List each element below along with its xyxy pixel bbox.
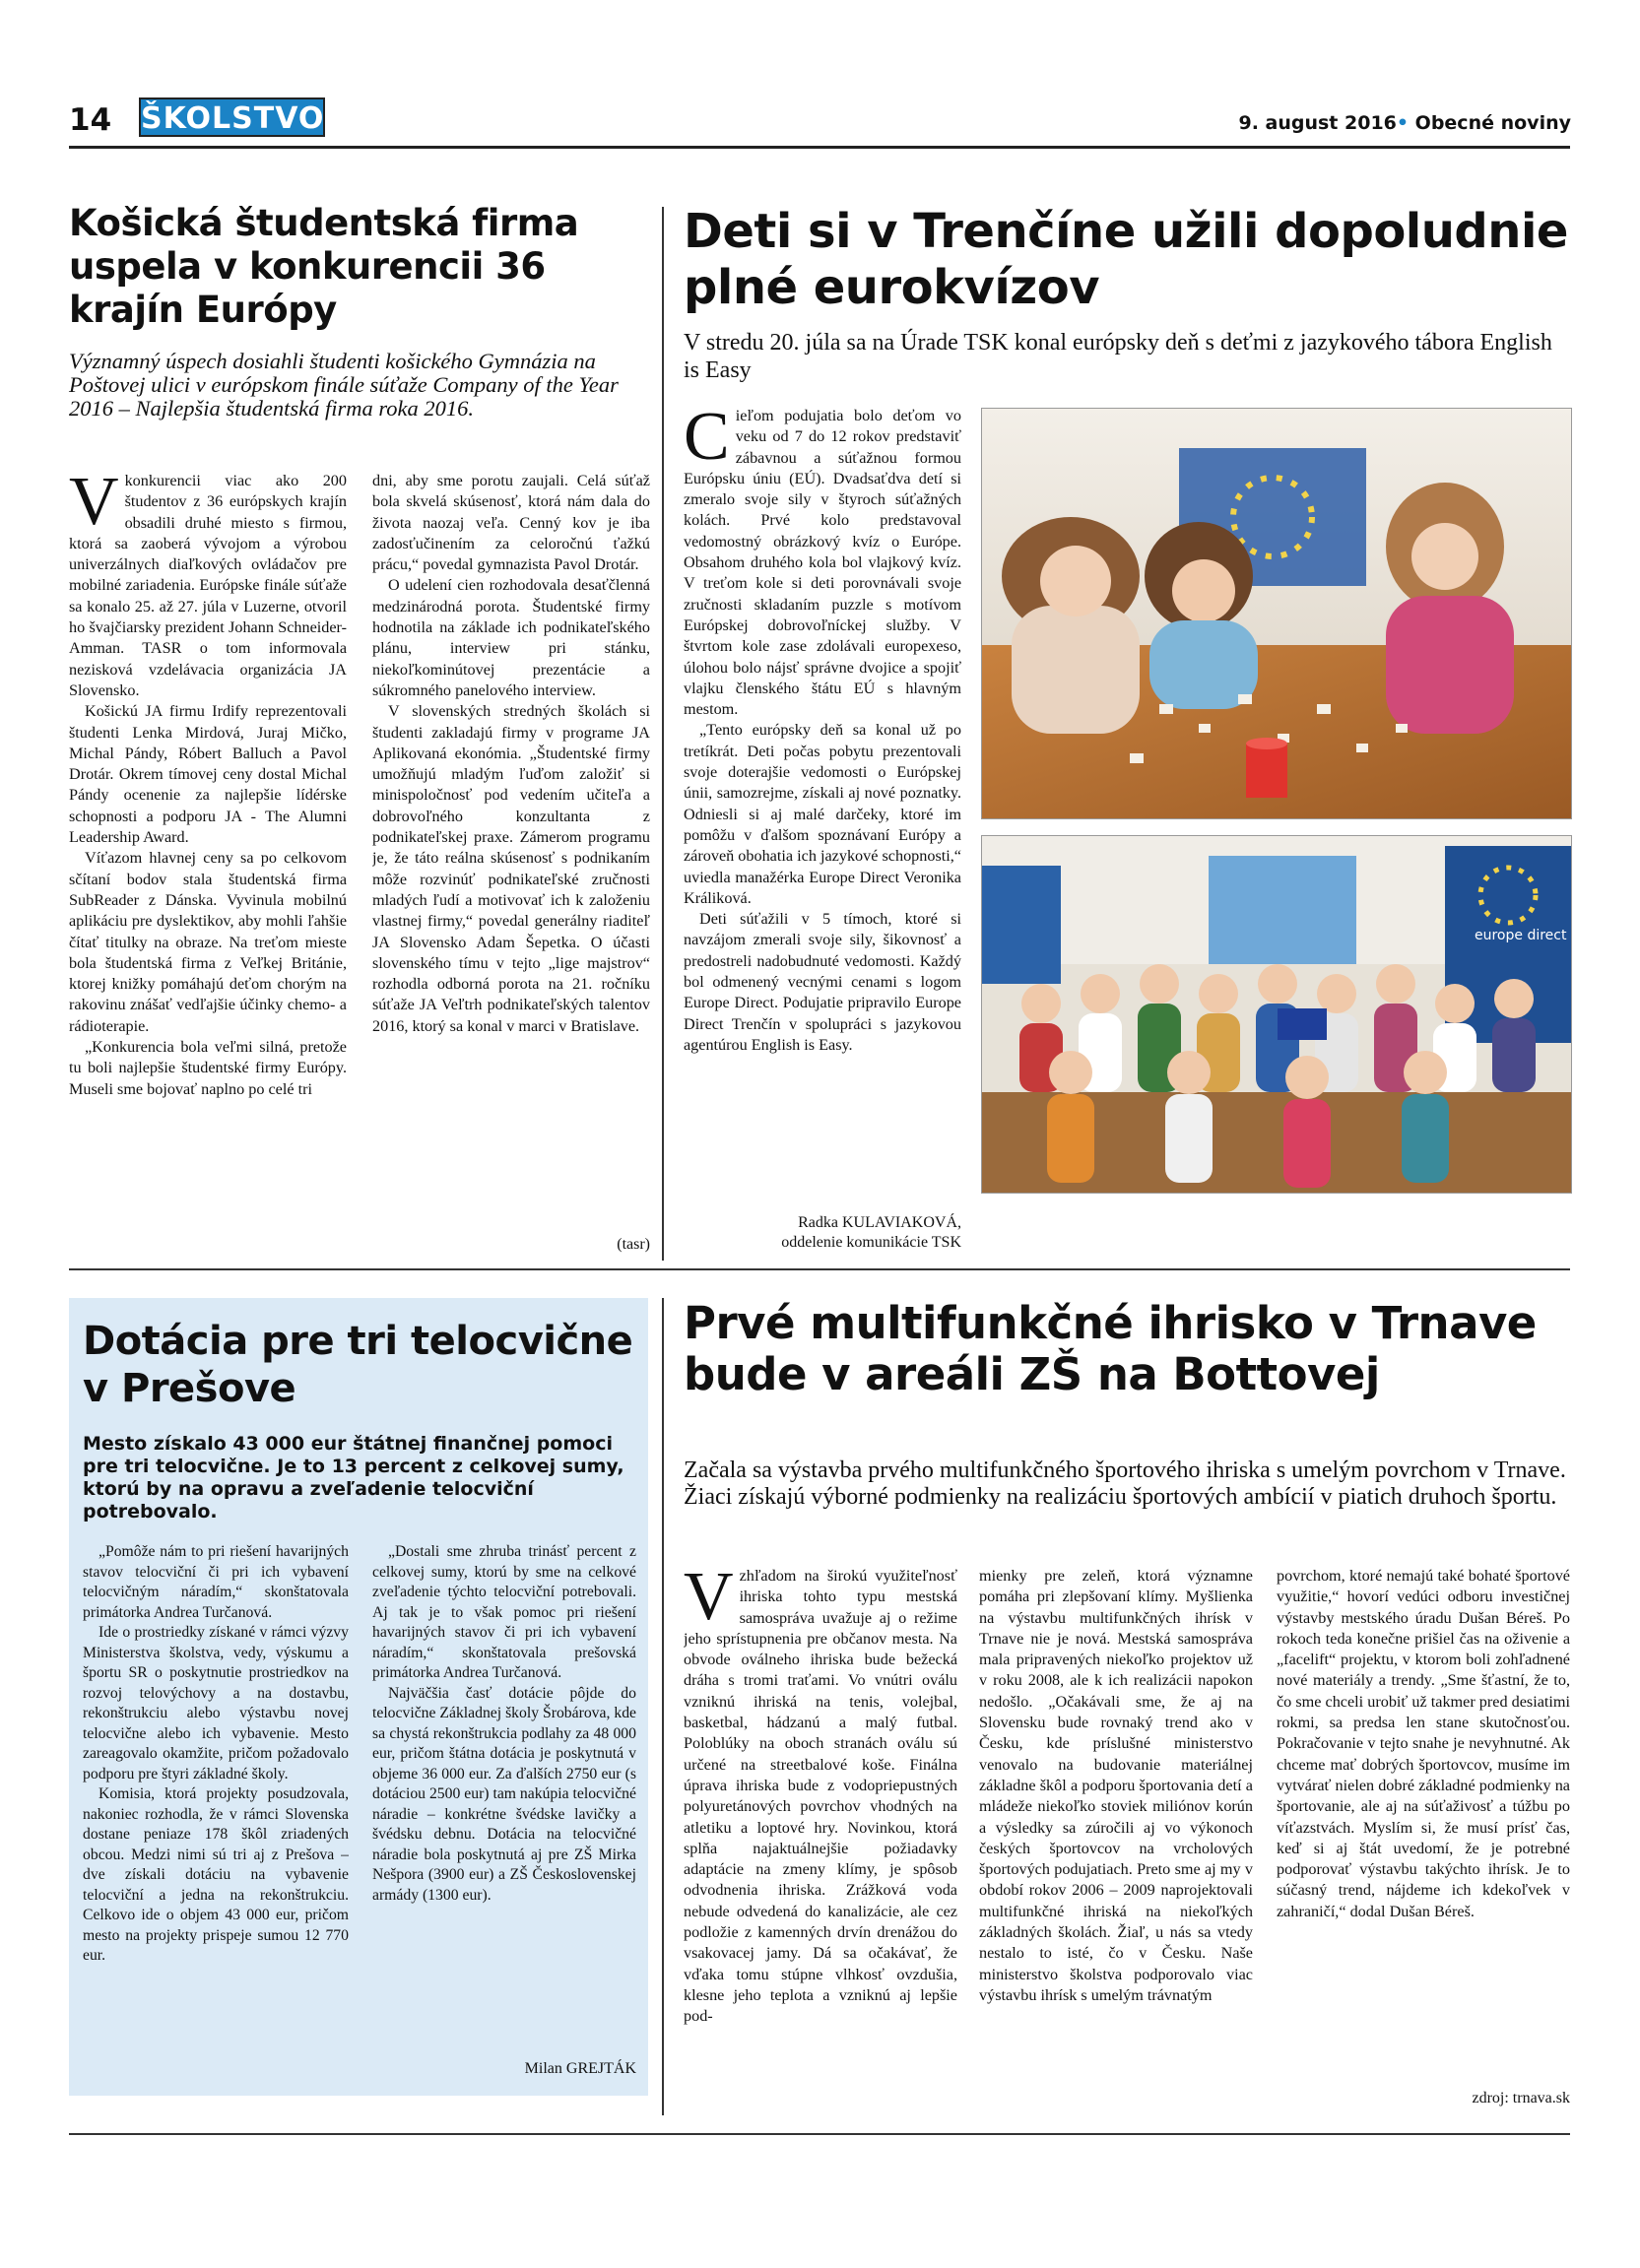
headline: Deti si v Trenčíne užili dopoludnie plné eurokvízov (684, 204, 1568, 315)
page-number: 14 (69, 102, 112, 138)
column-divider (662, 207, 664, 1261)
headline: Prvé multifunkčné ihrisko v Trnave bude v areáli ZŠ na Bottovej (684, 1297, 1537, 1400)
paragraph: zhľadom na širokú využiteľnosť ihriska tohto typu mestská samospráva uvažuje aj o režime jeho sprístupnenia pre občanov mesta. Na obvode oválneho ihriska bude bežecká dráha s tromi traťami. Vo vnútri oválu vzniknú ihriská na tenis, volejbal, basketbal, hádzanú a malý futbal. Poloblúky na oboch stranách oválu sú určené na streetbalové koše. Finálna úprava ihriska bude z vodopriepustných polyuretánových povrchov vhodných na atletiku a loptové hry. Novinkou, ktorá splňa najaktuálnejšie požiadavky adaptácie na zmeny klímy, je spôsob odvodnenia ihriska. Zrážková voda nebude odvedená do kanalizácie, ale cez podložie z kamenných drvín drenážou do vsakovacej jamy. Dá sa očakávať, že vďaka tomu stúpne vlhkosť ovzdušia, klesne jeho teplota a vzniknú aj lepšie pod- (684, 1567, 957, 2026)
lead-paragraph: V stredu 20. júla sa na Úrade TSK konal európsky deň s deťmi z jazykového tábora English is Easy (684, 330, 1552, 383)
paragraph: „Dostali sme zhruba trinásť percent z celkovej sumy, ktorú by sme na celkové zveľadenie týchto telocviční potrebovali. Aj tak je to však pomoc pri riešení havarijných stavov či pri ich vybavení náradím,“ skonštatovala prešovská primátorka Andrea Turčanová. (372, 1543, 636, 1681)
paragraph: „Tento európsky deň sa konal už po tretíkrát. Deti počas pobytu prezentovali svoje doterajšie vedomosti o Európskej únii, samozrejme, získali aj nové poznatky. Odniesli si aj malé darčeky, ktoré im pomôžu v ďalšom spoznávaní Európy a zároveň obohatia ich jazykové schopnosti,“ uviedla manažérka Europe Direct Veronika Králiková. (684, 721, 961, 907)
paragraph: konkurencii viac ako 200 študentov z 36 európskych krajín obsadili druhé miesto s firmou, ktorá sa zaoberá vývojom a výrobou univerzálnych diaľkových ovládačov pre mobilné zariadenia. Európske finále súťaže sa konalo 25. až 27. júla v Luzerne, otvoril ho švajčiarsky prezident Johann Schneider-Amman. TASR o tom informovala nezisková vzdelávacia organizácia JA Slovensko. (69, 472, 347, 699)
signature (684, 1213, 961, 1253)
paragraph: V slovenských stredných školách si študenti zakladajú firmy v programe JA Aplikovaná ekonómia. „Študentské firmy umožňujú mladým ľuďom založiť si minispoločnosť pod vedením učiteľa a dobrovoľného konzultanta z podnikateľskej praxe. Zámerom programu je, že táto reálna skúsenosť s podnikaním môže rozvinúť podnikateľské zručnosti mladých ľudí a motivovať ich k založeniu vlastnej firmy,“ povedal generálny riaditeľ JA Slovensko Adam Šepetka. O účasti slovenského tímu v tejto „lige majstrov“ rozhodla odborná porota na 21. ročníku súťaže JA Veľtrh podnikateľských talentov 2016, ktorý sa konal v marci v Bratislave. (372, 702, 650, 1035)
paragraph: „Pomôže nám to pri riešení havarijných stavov telocviční či pri ich vybavení telocvičným náradím,“ skonštatovala primátorka Andrea Turčanová. (83, 1543, 349, 1621)
column-divider (662, 1298, 664, 2115)
headline: Košická študentská firma uspela v konkurencii 36 krajín Európy (69, 202, 579, 331)
signature-name: Radka KULAVIAKOVÁ, (798, 1214, 961, 1231)
paragraph: „Konkurencia bola veľmi silná, pretože tu boli najlepšie študentské firmy Európy. Museli sme bojovať naplno po celé tri (69, 1038, 347, 1098)
photo-illustration (982, 836, 1571, 1193)
article-column (684, 406, 961, 1194)
paragraph: Košickú JA firmu Irdify reprezentovali študenti Lenka Mirdová, Juraj Mičko, Michal Pándy, Róbert Balluch a Pavol Drotár. Okrem tímovej ceny dostal Michal Pándy ocenenie za najlepšie lídérske schopnosti a podporu JA - The Alumni Leadership Award. (69, 702, 347, 847)
publication-name: Obecné noviny (1414, 112, 1571, 134)
photo-group-children (981, 835, 1572, 1194)
paragraph: O udelení cien rozhodovala desaťčlenná medzinárodná porota. Študentské firmy hodnotila na základe ich podnikateľského plánu, interview pri stánku, niekoľkominútovej prezentácie a súkromného panelového interview. (372, 576, 650, 699)
paragraph: mienky pre zeleň, ktorá významne pomáha pri zlepšovaní klímy. Myšlienka na výstavbu multifunkčných ihrísk v Trnave nie je nová. Mestská samospráva mala pripravených niekoľko projektov už v roku 2008, ale k ich realizácii napokon nedošlo. „Očakávali sme, že aj na Slovensku bude rovnaký trend ako v Česku, kde príslušné ministerstvo venovalo na budovanie materiálnej základne škôl a podporu športovania detí a mládeže niekoľko stoviek miliónov korún a výsledky sa zúročili aj vo výkonoch českých športovcov na vrcholových športových podujatiach. Preto sme aj my v období rokov 2006 – 2009 naprojektovali multifunkčné ihriská na niekoľkých základných školách. Žiaľ, u nás sa vtedy nestalo to isté, čo v Česku. Naše ministerstvo školstva podporovalo viac výstavbu ihrísk s umelým trávnatým (979, 1567, 1253, 2004)
article-column (979, 1566, 1253, 2117)
header-rule (69, 146, 1570, 149)
headline: Dotácia pre tri telocvične v Prešove (83, 1319, 633, 1411)
lead-paragraph: Významný úspech dosiahli študenti košického Gymnázia na Poštovej ulici v európskom finále súťaže Company of the Year 2016 – Najlepšia študentská firma roka 2016. (69, 349, 619, 421)
drop-cap: V (684, 1566, 734, 1635)
lead-paragraph: Začala sa výstavba prvého multifunkčného športového ihriska s umelým povrchom v Trnave. Žiaci získajú výborné podmienky na realizáciu športových ambícií v piatich druhoch športu. (684, 1458, 1566, 1510)
signature: (tasr) (617, 1236, 650, 1253)
drop-cap: C (684, 406, 730, 475)
date: 9. august 2016 (1238, 112, 1397, 134)
paragraph: Deti súťažili v 5 tímoch, ktoré si navzájom zmerali svoje sily, šikovnosť a predostreli nadobudnuté vedomosti. Každý bol odmenený vecnými cenami s logom Europe Direct. Podujatie pripravilo Europe Direct Trenčín v spolupráci s jazykovou agentúrou English is Easy. (684, 910, 961, 1054)
article-column (372, 1542, 636, 2054)
dateline (1238, 112, 1571, 134)
lead-paragraph: Mesto získalo 43 000 eur štátnej finančnej pomoci pre tri telocvične. Je to 13 percent z celkovej sumy, ktorú by na opravu a zveľadenie telocviční potrebovalo. (83, 1433, 624, 1523)
drop-cap: V (69, 471, 119, 540)
article-column (372, 471, 650, 1224)
paragraph: Najväčšia časť dotácie pôjde do telocvične Základnej školy Šrobárova, kde sa chystá rekonštrukcia podlahy za 48 000 eur, pričom štátna dotácia je poskytnutá v objeme 36 000 eur. Za ďalších 2750 eur (s dotáciou 2500 eur) tam nakúpia telocvičné náradie – konkrétne švédske lavičky a švédsku debnu. Dotácia na telocvičné náradie bola poskytnutá aj pre ZŠ Mirka Nešpora (3900 eur) a ZŠ Československej armády (1300 eur). (372, 1684, 636, 1904)
paragraph: Ide o prostriedky získané v rámci výzvy Ministerstva školstva, vedy, výskumu a športu SR o poskytnutie prostriedkov na rozvoj telovýchovy a na dostavbu, rekonštrukciu alebo výstavbu novej telocvične alebo ich vybavenie. Mesto zareagovalo okamžite, pričom požadovalo podporu pre štyri základné školy. (83, 1624, 349, 1782)
photo-children-puzzle (981, 408, 1572, 819)
article-column (1277, 1566, 1570, 2058)
footer-rule (69, 2133, 1570, 2135)
sign-text: europe direct (1475, 928, 1567, 943)
paragraph: povrchom, ktoré nemajú také bohaté športové využitie,“ hovorí vedúci odboru investičnej výstavby mestského úradu Dušan Béreš. Po rokoch teda konečne prišiel čas na oživenie a „facelift“ projektu, v ktorom boli zohľadnené nové materiály a trendy. „Sme šťastní, že to, čo sme chceli urobiť už takmer pred desiatimi rokmi, sa predsa len stane skutočnosťou. Pokračovanie v tejto snahe je nevyhnutné. Ak chceme mať dobrých športovcov, musíme im vytvárať nielen dobré základné podmienky na športovanie, ale aj na súťaživosť a túžbu po víťazstvách. Myslím si, že musí prísť čas, keď si aj štát uvedomí, že je potrebné podporovať výstavbu takýchto ihrísk. Je to súčasný trend, nájdeme ich kdekoľvek v zahraničí,“ dodal Dušan Béreš. (1277, 1567, 1570, 1920)
paragraph: Komisia, ktorá projekty posudzovala, nakoniec rozhodla, že v rámci Slovenska dostane peniaze 178 škôl zriadených obcou. Medzi nimi sú tri aj z Prešova – dve získali dotáciu na vybavenie telocviční a jedna na rekonštrukciu. Celkovo ide o objem 43 000 eur, pričom mesto na projekty prispeje sumou 12 770 eur. (83, 1785, 349, 1964)
article-column (83, 1542, 349, 2094)
separator: • (1396, 112, 1410, 134)
article-column (69, 471, 347, 1249)
signature: zdroj: trnava.sk (1472, 2090, 1570, 2106)
photo-illustration (982, 409, 1571, 818)
signature-role: oddelenie komunikácie TSK (781, 1234, 961, 1251)
article-column (684, 1566, 957, 2117)
paragraph: Víťazom hlavnej ceny sa po celkovom sčítaní bodov stala študentská firma SubReader z Dánska. Vyvinula mobilnú aplikáciu pre dyslektikov, aby mohli ľahšie čítať titulky na obraze. Na treťom mieste bola študentská firma z Veľkej Británie, ktorej knižky pomáhajú deťom chorým na rakovinu znášať vedľajšie účinky chemo- a rádioterapie. (69, 849, 347, 1035)
paragraph: ieľom podujatia bolo deťom vo veku od 7 do 12 rokov predstaviť zábavnou a súťažnou formou Európsku úniu (EÚ). Dvadsaťdva detí si zmeralo svoje sily v štyroch súťažných kolách. Prvé kolo predstavoval vedomostný obrázkový kvíz o Európe. Obsahom druhého kola bol vlajkový kvíz. V treťom kole si deti porovnávali svoje zručnosti skladaním puzzle s motívom Európskej dobrovoľníckej služby. V štvrtom kole zase zdolávali europexeso, úlohou bolo nájsť správne dvojice a spojiť vlajku členského štátu EÚ s hlavným mestom. (684, 407, 961, 719)
section-divider (69, 1268, 1570, 1270)
section-label: ŠKOLSTVO (139, 97, 325, 137)
paragraph: dni, aby sme porotu zaujali. Celá súťaž bola skvelá skúsenosť, ktorá nám dala do života naozaj veľa. Cenný kov je iba zadosťučinením za celoročnú ťažkú prácu,“ povedal gymnazista Pavol Drotár. (372, 472, 650, 574)
signature: Milan GREJTÁK (524, 2060, 636, 2077)
